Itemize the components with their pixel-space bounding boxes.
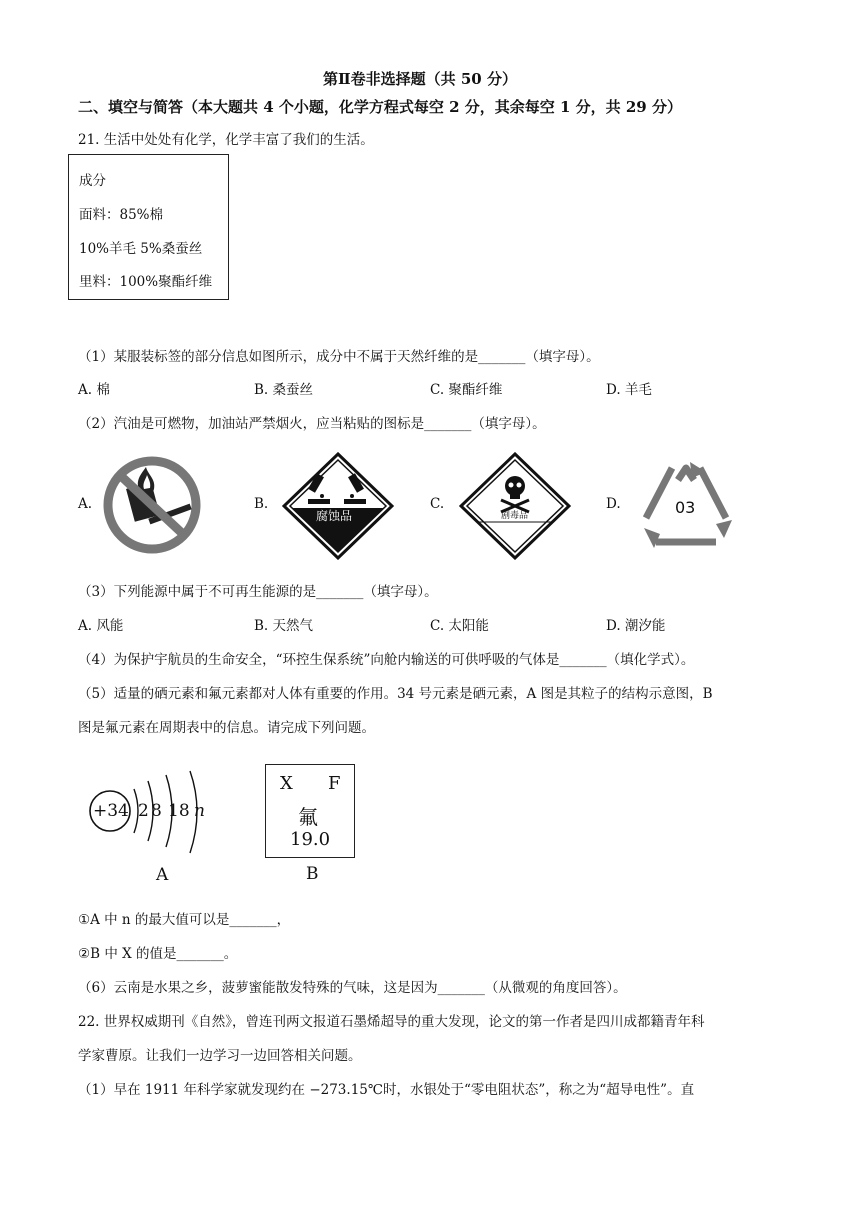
no-fire-sign-icon bbox=[100, 455, 204, 555]
q21-part3: （3）下列能源中属于不可再生能源的是_______（填字母）。 bbox=[78, 584, 438, 600]
q21-p2-letter-c: C. bbox=[430, 496, 445, 512]
shell-1-electrons: 2 bbox=[138, 801, 149, 821]
q22-part1: （1）早在 1911 年科学家就发现约在 −273.15℃时，水银处于“零电阻状态”，称之为“超导电性”。直 bbox=[78, 1082, 695, 1098]
label-line-2: 10%羊毛 5%桑蚕丝 bbox=[79, 241, 203, 257]
fluorine-periodic-cell bbox=[265, 764, 355, 858]
q22-line1: 22. 世界权威期刊《自然》，曾连刊两文报道石墨烯超导的重大发现，论文的第一作者是四川成都籍青年科 bbox=[78, 1014, 705, 1030]
q21-p5-sub1: ①A 中 n 的最大值可以是_______， bbox=[78, 912, 291, 928]
atomic-number-x: X bbox=[280, 773, 293, 794]
figure-a-caption: A bbox=[156, 865, 169, 885]
q21-part4: （4）为保护宇航员的生命安全，“环控生保系统”向舱内输送的可供呼吸的气体是_______（填化学式）。 bbox=[78, 652, 695, 668]
q21-p1-option-c: C. 聚酯纤维 bbox=[430, 382, 503, 398]
toxic-sign-icon bbox=[459, 452, 571, 560]
q21-p5-sub2: ②B 中 X 的值是_______。 bbox=[78, 946, 238, 962]
q21-part6: （6）云南是水果之乡，菠萝蜜能散发特殊的气味，这是因为_______（从微观的角度回答）。 bbox=[78, 980, 627, 996]
q21-p3-option-a: A. 风能 bbox=[78, 618, 124, 634]
label-line-1: 面料：85%棉 bbox=[79, 207, 164, 223]
recycle-number: 03 bbox=[675, 498, 696, 517]
element-name: 氟 bbox=[298, 805, 318, 829]
recycle-sign-icon bbox=[632, 458, 740, 554]
q21-part5-line1: （5）适量的硒元素和氟元素都对人体有重要的作用。34 号元素是硒元素，A 图是其粒子的结构示意图，B bbox=[78, 686, 713, 702]
section-title: 第Ⅱ卷非选择题（共 50 分） bbox=[323, 70, 517, 88]
q21-stem: 21. 生活中处处有化学，化学丰富了我们的生活。 bbox=[78, 132, 374, 148]
part2-heading: 二、填空与简答（本大题共 4 个小题，化学方程式每空 2 分，其余每空 1 分，共 29 分） bbox=[78, 98, 682, 116]
shell-4-electrons: n bbox=[194, 801, 205, 821]
q21-part5-line2: 图是氟元素在周期表中的信息。请完成下列问题。 bbox=[78, 720, 375, 736]
q21-p1-option-d: D. 羊毛 bbox=[606, 382, 652, 398]
element-symbol: F bbox=[328, 773, 341, 794]
q21-part1: （1）某服装标签的部分信息如图所示，成分中不属于天然纤维的是_______（填字母）。 bbox=[78, 349, 600, 365]
q21-p2-letter-b: B. bbox=[254, 496, 269, 512]
label-line-3: 里料：100%聚酯纤维 bbox=[79, 274, 213, 290]
corrosive-label: 腐蚀品 bbox=[316, 509, 353, 523]
nucleus-charge: +34 bbox=[93, 801, 129, 821]
q22-line2: 学家曹原。让我们一边学习一边回答相关问题。 bbox=[78, 1048, 362, 1064]
q21-p1-option-b: B. 桑蚕丝 bbox=[254, 382, 314, 398]
clothing-label-box bbox=[68, 154, 229, 300]
q21-p1-option-a: A. 棉 bbox=[78, 382, 110, 398]
atomic-mass: 19.0 bbox=[290, 829, 331, 850]
q21-p2-letter-d: D. bbox=[606, 496, 621, 512]
q21-p3-option-d: D. 潮汐能 bbox=[606, 618, 666, 634]
q21-p3-option-b: B. 天然气 bbox=[254, 618, 314, 634]
figure-b-caption: B bbox=[306, 864, 319, 884]
shell-3-electrons: 18 bbox=[168, 801, 190, 821]
q21-part2: （2）汽油是可燃物，加油站严禁烟火，应当粘贴的图标是_______（填字母）。 bbox=[78, 416, 546, 432]
label-title: 成分 bbox=[79, 173, 106, 189]
corrosive-sign-icon bbox=[282, 452, 394, 560]
q21-p3-option-c: C. 太阳能 bbox=[430, 618, 489, 634]
selenium-structure-diagram bbox=[86, 765, 216, 885]
q21-p2-letter-a: A. bbox=[78, 496, 93, 512]
shell-2-electrons: 8 bbox=[151, 801, 162, 821]
toxic-label: 剧毒品 bbox=[501, 511, 529, 521]
